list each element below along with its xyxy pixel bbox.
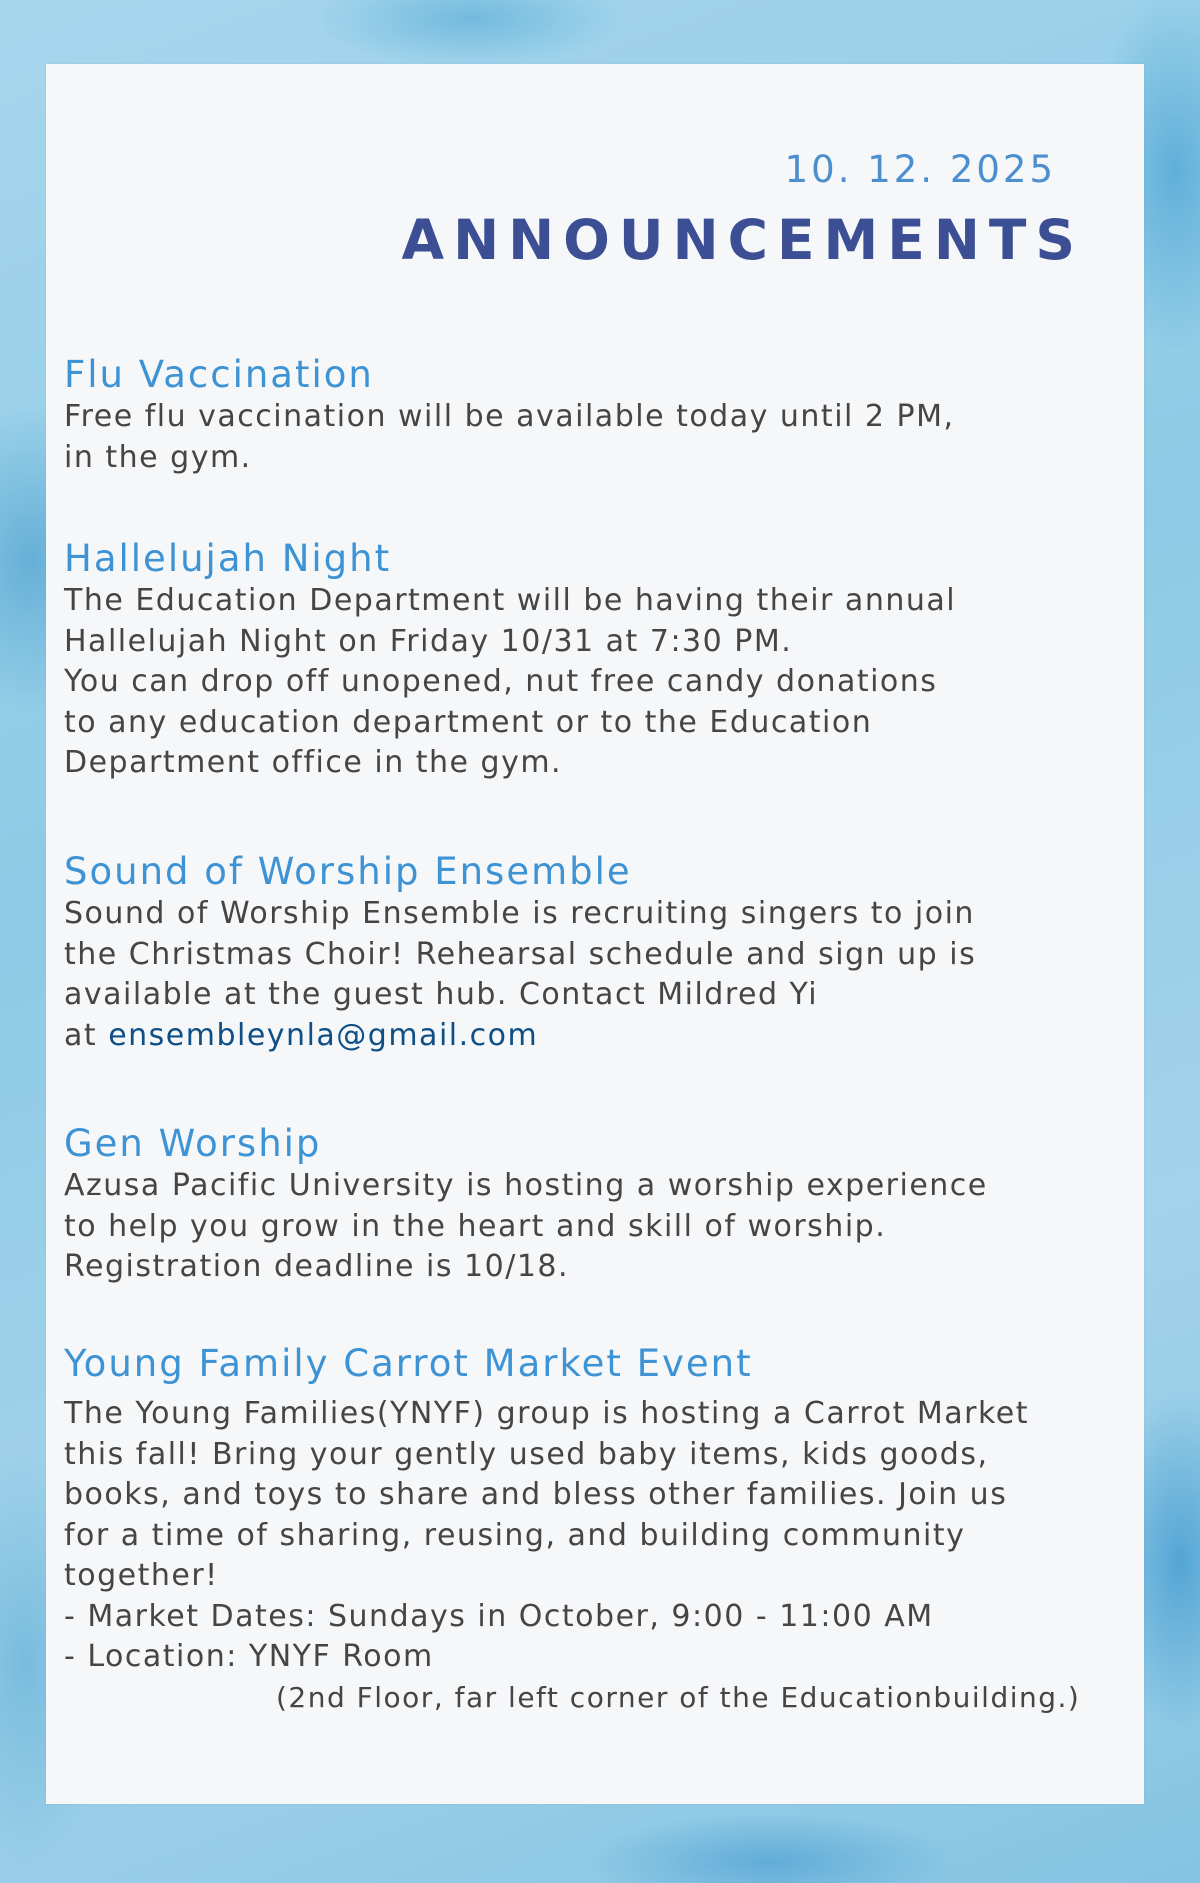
section-line: the Christmas Choir! Rehearsal schedule and sign up is xyxy=(64,936,977,972)
section-line: Sound of Worship Ensemble is recruiting singers to join xyxy=(64,896,975,931)
section-line: The Young Families(YNYF) group is hosting a Carrot Market xyxy=(64,1396,1029,1431)
section-line: in the gym. xyxy=(64,439,252,475)
email-link[interactable]: ensembleynla@gmail.com xyxy=(108,1017,539,1053)
section-line: Department office in the gym. xyxy=(64,745,563,780)
section-heading: Hallelujah Night xyxy=(64,537,392,580)
contact-prefix: at xyxy=(64,1017,109,1053)
section-heading: Gen Worship xyxy=(64,1122,322,1165)
section-line: to any education department or to the Education xyxy=(64,704,873,740)
section-line: available at the guest hub. Contact Mildred Yi xyxy=(64,977,819,1012)
announcement-card xyxy=(46,64,1144,1804)
section-line: together! xyxy=(64,1558,219,1593)
section-line: Free flu vaccination will be available today until 2 PM, xyxy=(64,399,955,434)
section-line: Registration deadline is 10/18. xyxy=(64,1249,570,1284)
market-location: - Location: YNYF Room xyxy=(64,1639,434,1674)
section-hallelujah-night xyxy=(64,537,1139,784)
section-flu-vaccination xyxy=(64,353,1139,478)
section-line: for a time of sharing, reusing, and building community xyxy=(64,1517,966,1553)
market-dates: - Market Dates: Sundays in October, 9:00 - 11:00 AM xyxy=(64,1598,934,1634)
section-young-family-carrot-market xyxy=(64,1342,1139,1718)
contact-line xyxy=(64,1016,1139,1057)
bulletin-date: 10. 12. 2025 xyxy=(784,148,1056,191)
section-line: books, and toys to share and bless other families. Join us xyxy=(64,1477,1008,1512)
location-note: (2nd Floor, far left corner of the Educationbuilding.) xyxy=(276,1680,1081,1714)
section-line: Hallelujah Night on Friday 10/31 at 7:30 PM. xyxy=(64,623,793,659)
section-heading: Young Family Carrot Market Event xyxy=(64,1342,753,1385)
section-line: The Education Department will be having their annual xyxy=(64,583,957,618)
section-heading: Sound of Worship Ensemble xyxy=(64,850,632,893)
section-line: this fall! Bring your gently used baby items, kids goods, xyxy=(64,1436,989,1472)
section-gen-worship xyxy=(64,1122,1139,1288)
section-line: Azusa Pacific University is hosting a worship experience xyxy=(64,1168,988,1203)
page-title: ANNOUNCEMENTS xyxy=(401,208,1084,272)
section-line: You can drop off unopened, nut free candy donations xyxy=(64,664,938,699)
section-sound-of-worship-ensemble xyxy=(64,850,1139,1056)
section-line: to help you grow in the heart and skill of worship. xyxy=(64,1208,887,1244)
section-heading: Flu Vaccination xyxy=(64,353,374,396)
